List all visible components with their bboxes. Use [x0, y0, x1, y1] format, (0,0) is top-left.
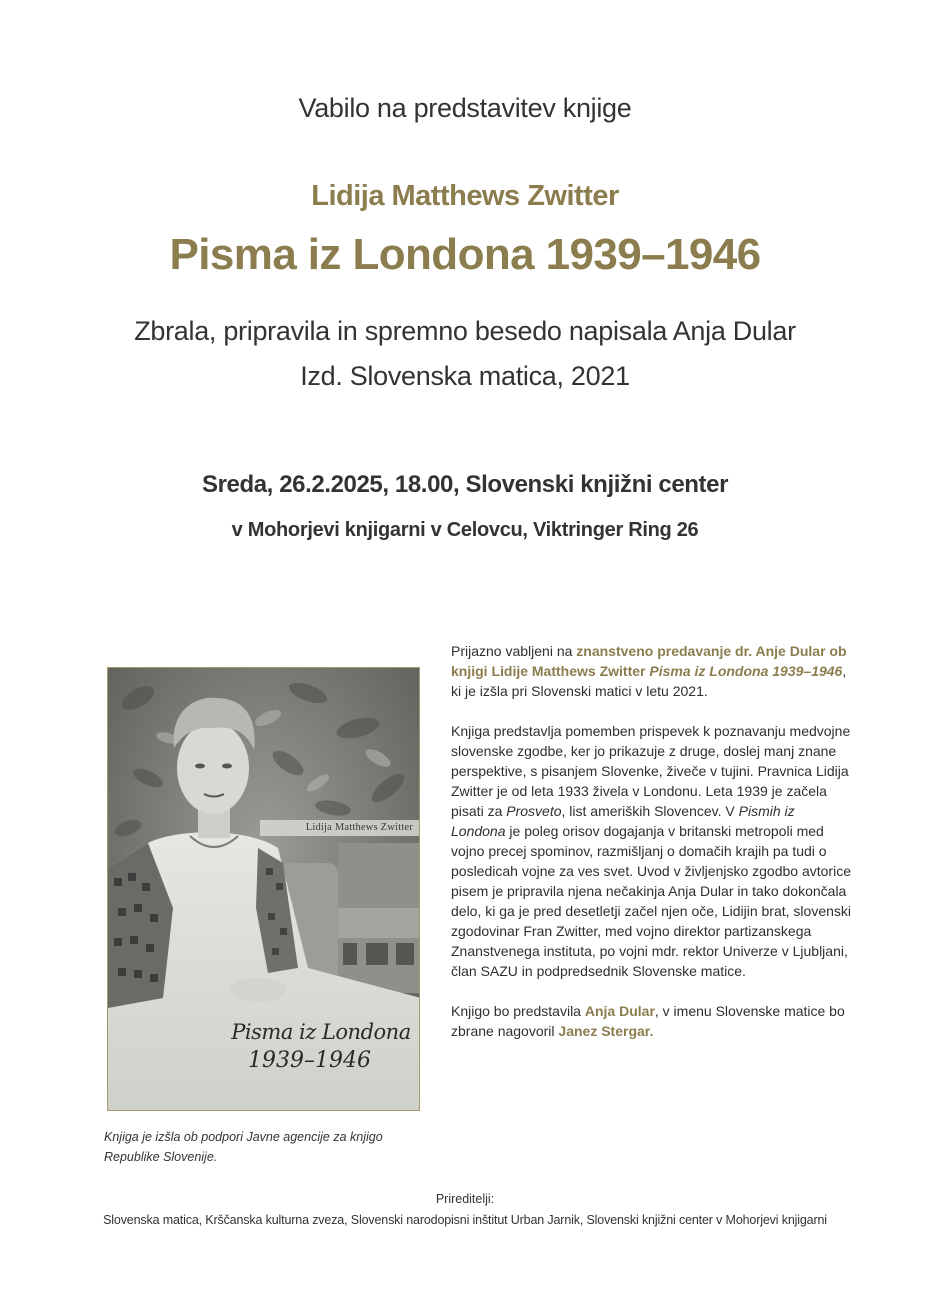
about-text: Knjiga predstavlja pomemben prispevek k poznavanju medvojne slovenske zgodbe, ker jo prikazuje z druge, doslej manj znane perspektive, s pisanjem Slovenke, živeče v tujini. Pravnica Lidija Zwitter je od leta 1933 živela v Londonu. Leta 1939 je začela pisati za — [451, 723, 851, 819]
cover-script-title: Pisma iz Londona — [231, 1020, 411, 1044]
paragraph-speakers — [451, 1001, 851, 1041]
book-author: Lidija Matthews Zwitter — [311, 180, 619, 212]
intro-text: Prijazno vabljeni na — [451, 643, 577, 659]
organizers-list: Slovenska matica, Krščanska kulturna zveza, Slovenski narodopisni inštitut Urban Jarnik, Slovenski knjižni center v Mohorjevi knjigarni — [103, 1213, 827, 1227]
lecture-highlight: znanstveno predavanje dr. Anje Dular ob knjigi Lidije Matthews Zwitter — [451, 643, 847, 679]
cover-caption: Knjiga je izšla ob podpori Javne agencije za knjigo Republike Slovenije. — [104, 1130, 383, 1164]
book-publisher-line: Izd. Slovenska matica, 2021 — [300, 361, 630, 391]
speakers-period: . — [649, 1023, 654, 1039]
speaker-name: Janez Stergar — [558, 1023, 650, 1039]
intro-text-end: , ki je izšla pri Slovenski matici v letu 2021. — [451, 663, 847, 699]
event-venue: v Mohorjevi knjigarni v Celovcu, Viktringer Ring 26 — [231, 519, 699, 541]
organizers-label: Prireditelji: — [435, 1192, 495, 1206]
paragraph-intro — [451, 641, 851, 701]
prosveta-title: Prosveto — [506, 803, 562, 819]
book-title-highlight: Pisma iz Londona 1939–1946 — [649, 663, 843, 679]
speaker-name: Anja Dular — [584, 1003, 655, 1019]
paragraph-about — [451, 721, 851, 981]
book-title-italic: Pismih iz Londona — [451, 803, 795, 839]
cover-photo-illustration — [108, 668, 420, 1111]
book-editor-line: Zbrala, pripravila in spremno besedo napisala Anja Dular — [134, 316, 796, 346]
book-title: Pisma iz Londona 1939–1946 — [169, 230, 761, 279]
speakers-text: , v imenu Slovenske matice bo zbrane nagovoril — [451, 1003, 845, 1039]
event-datetime-place: Sreda, 26.2.2025, 18.00, Slovenski knjižni center — [201, 471, 729, 498]
book-cover-image — [107, 667, 420, 1111]
about-text: je poleg orisov dogajanja v britanski metropoli med vojno precej spominov, razmišljanj o domačih krajih pa tudi o posledicah vojne za ves svet. Uvod v življenjsko zgodbo avtorice pisem je pripravila njena nečakinja Anja Dular in tako dokončala delo, ki ga je pred desetletji začel njen oče, Lidijin brat, slovenski zgodovinar Fran Zwitter, med vojno direktor partizanskega Znanstvenega instituta, po vojni mdr. rektor Univerze v Ljubljani, član SAZU in podpredsednik Slovenske matice. — [451, 823, 852, 979]
cover-author-banner: Lidija Matthews Zwitter — [260, 820, 420, 836]
about-text: , list ameriških Slovencev. V — [561, 803, 739, 819]
event-description — [451, 641, 851, 1061]
speakers-text: Knjigo bo predstavila — [451, 1003, 585, 1019]
invitation-heading: Vabilo na predstavitev knjige — [298, 93, 632, 123]
cover-script-years: 1939–1946 — [248, 1048, 371, 1073]
